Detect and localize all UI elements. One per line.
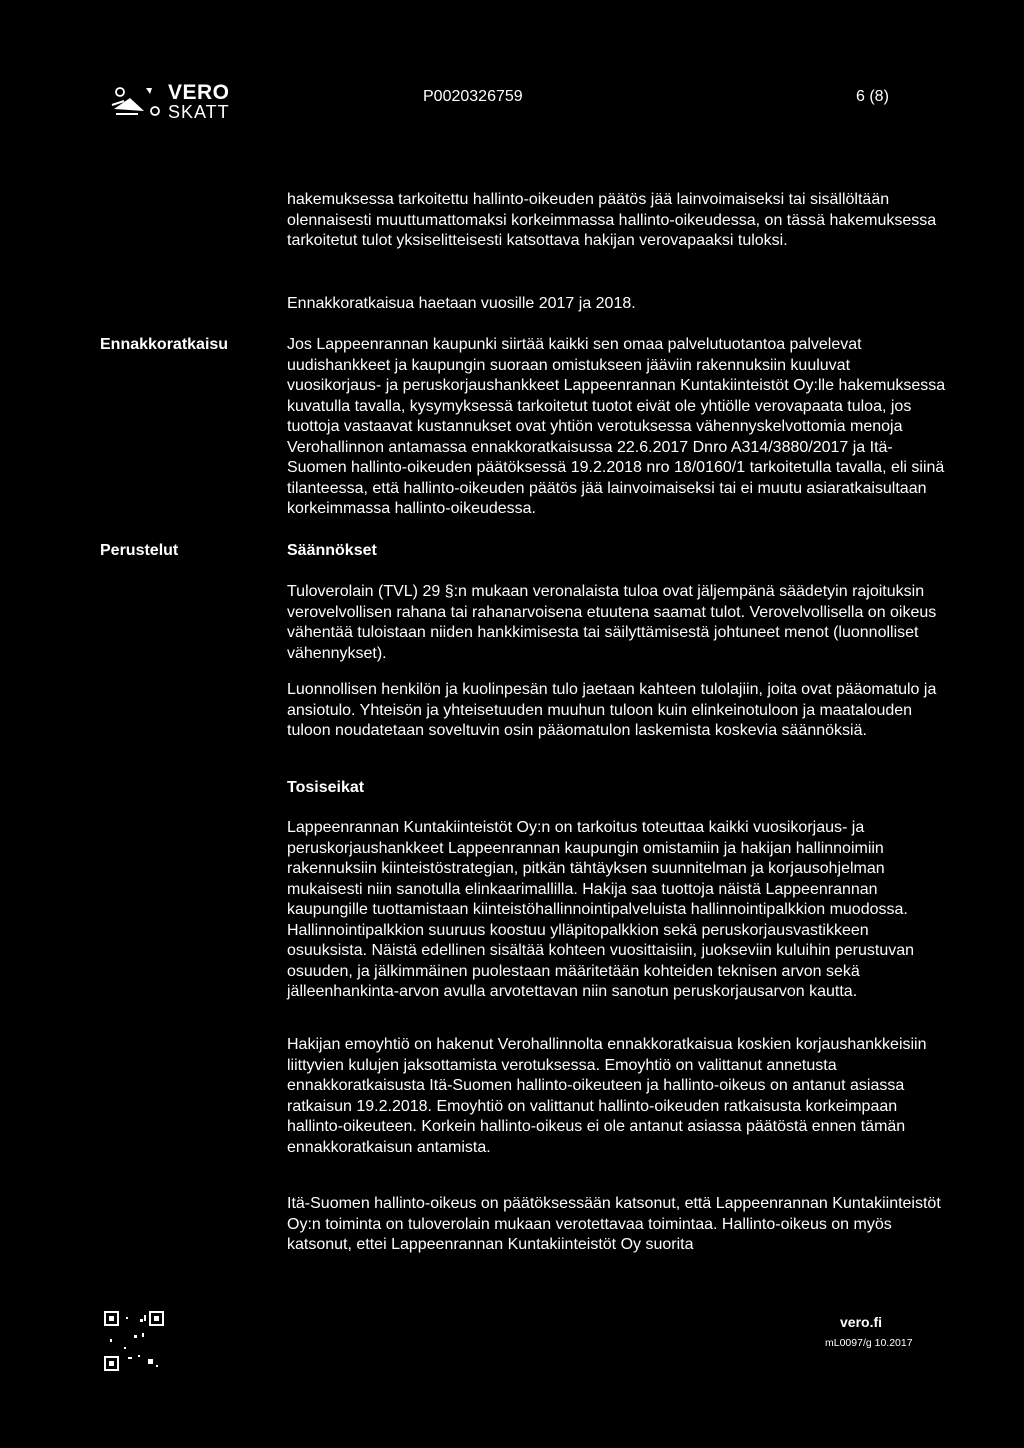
tosiseikat-paragraph-2 [287, 1035, 947, 1158]
vero-emblem-icon [108, 84, 160, 118]
tosiseikat-text-3: Itä-Suomen hallinto-oikeus on päätöksessään katsonut, että Lappeenrannan Kuntakiinteistöt Oy:n toiminta on tuloverolain mukaan verotettavaa toimintaa. Hallinto-oikeus on myös katsonut, ettei Lappeenrannan Kuntakiinteistöt Oy suorita [287, 1195, 941, 1253]
footer-website: vero.fi [840, 1314, 883, 1330]
section-label-perustelut: Perustelut [100, 542, 179, 559]
saannokset-text-2: Luonnollisen henkilön ja kuolinpesän tulo jaetaan kahteen tulolajiin, joita ovat pääomatulo ja ansiotulo. Yhteisön ja yhteisetuuden muuhun tuloon kuin elinkeinotuloon ja maatalouden tuloon noudatetaan soveltuvin osin pääomatulon laskemista koskevia säännöksiä. [287, 681, 937, 739]
page-header [0, 0, 1024, 130]
document-id: P0020326759 [423, 88, 523, 105]
saannokset-text-1: Tuloverolain (TVL) 29 §:n mukaan veronalaista tuloa ovat jäljempänä säädetyin rajoituksin verovelvollisen rahana tai rahanarvoisena etuutena saamat tulot. Verovelvollisella on oikeus vähentää tuloistaan niiden hankkimisesta tai säilyttämisestä johtuneet menot (luonnolliset vähennykset). [287, 583, 937, 662]
logo-text-vero: VERO [168, 81, 230, 104]
tosiseikat-paragraph-1 [287, 818, 947, 1003]
tosiseikat-heading-block [287, 778, 947, 799]
page-number: 6 (8) [856, 88, 889, 105]
intro-paragraph-1 [287, 190, 947, 252]
footer-form-code: mL0097/g 10.2017 [825, 1337, 913, 1349]
saannokset-paragraph-2 [287, 680, 947, 742]
tosiseikat-heading: Tosiseikat [287, 779, 365, 796]
intro-text-1: hakemuksessa tarkoitettu hallinto-oikeuden päätös jää lainvoimaiseksi tai sisällöltään olennaisesti muuttumattomaksi korkeimmassa hallinto-oikeudessa, on tässä hakemuksessa tarkoitetut tulot yksiselitteisesti katsottava hakijan verovapaaksi tuloksi. [287, 191, 937, 249]
saannokset-heading: Säännökset [287, 542, 377, 559]
tosiseikat-text-2: Hakijan emoyhtiö on hakenut Verohallinnolta ennakkoratkaisua koskien korjaushankkeisiin liittyvien kulujen jaksottamista verotuksessa. Emoyhtiö on valittanut annetusta ennakkoratkaisusta Itä-Suomen hallinto-oikeuteen ja hallinto-oikeus on antanut asiassa ratkaisun 19.2.2018. Emoyhtiö on valittanut hallinto-oikeuden ratkaisusta korkeimpaan hallinto-oikeuteen. Korkein hallinto-oikeus ei ole antanut asiassa päätöstä ennen tämän ennakkoratkaisun antamista. [287, 1036, 927, 1156]
section-label-ennakkoratkaisu: Ennakkoratkaisu [100, 336, 229, 353]
saannokset-paragraph-1 [287, 582, 947, 664]
intro-text-2: Ennakkoratkaisua haetaan vuosille 2017 ja 2018. [287, 295, 636, 312]
tosiseikat-paragraph-3 [287, 1194, 947, 1256]
logo-text-skatt: SKATT [168, 102, 230, 122]
vero-skatt-logo [108, 80, 238, 124]
saannokset-heading-block [287, 541, 947, 562]
tosiseikat-text-1: Lappeenrannan Kuntakiinteistöt Oy:n on tarkoitus toteuttaa kaikki vuosikorjaus- ja peruskorjaushankkeet Lappeenrannan kaupungin omistamiin ja hakijan hallinnoimiin rakennuksiin kiinteistöstrategian, pitkän tähtäyksen suunnitelman ja korjausohjelman mukaisesti niin sanotulla elinkaarimallilla. Hakija saa tuottoja näistä Lappeenrannan kaupungille tuottamistaan kiinteistöhallinnointipalveluista hallinnointipalkkion muodossa. Hallinnointipalkkion suuruus koostuu ylläpitopalkkion sekä peruskorjausvastikkeen osuuksista. Näistä edellinen sisältää kohteen vuosittaisiin, juokseviin kuluihin perustuvan osuuden, ja jälkimmäinen puolestaan määritetään kohteiden teknisen arvon sekä jälleenhankinta-arvon avulla arvotettavan niin sanotun peruskorjausarvon kautta. [287, 819, 915, 1000]
intro-paragraph-2 [287, 294, 947, 315]
qr-code-icon [104, 1311, 168, 1375]
ennakkoratkaisu-text: Jos Lappeenrannan kaupunki siirtää kaikki sen omaa palvelutuotantoa palvelevat uudishankkeet ja kaupungin suoraan omistukseen jääviin rakennuksiin kuuluvat vuosikorjaus- ja peruskorjaushankkeet Lappeenrannan Kuntakiinteistöt Oy:lle hakemuksessa kuvatulla tavalla, kysymyksessä tarkoitetut tuotot eivät ole yhtiölle verovapaata tuloa, jos tuottoja vastaavat kustannukset ovat yhtiön verotuksessa vähennyskelvottomia menoja Verohallinnon antamassa ennakkoratkaisussa 22.6.2017 Dnro A314/3880/2017 ja Itä-Suomen hallinto-oikeuden päätöksessä 19.2.2018 nro 18/0160/1 tarkoitetulla tavalla, eli siinä tilanteessa, että hallinto-oikeuden päätös jää lainvoimaiseksi tai ei muutu asiaratkaisultaan korkeimmassa hallinto-oikeudessa. [287, 336, 946, 517]
ennakkoratkaisu-body [287, 335, 947, 520]
